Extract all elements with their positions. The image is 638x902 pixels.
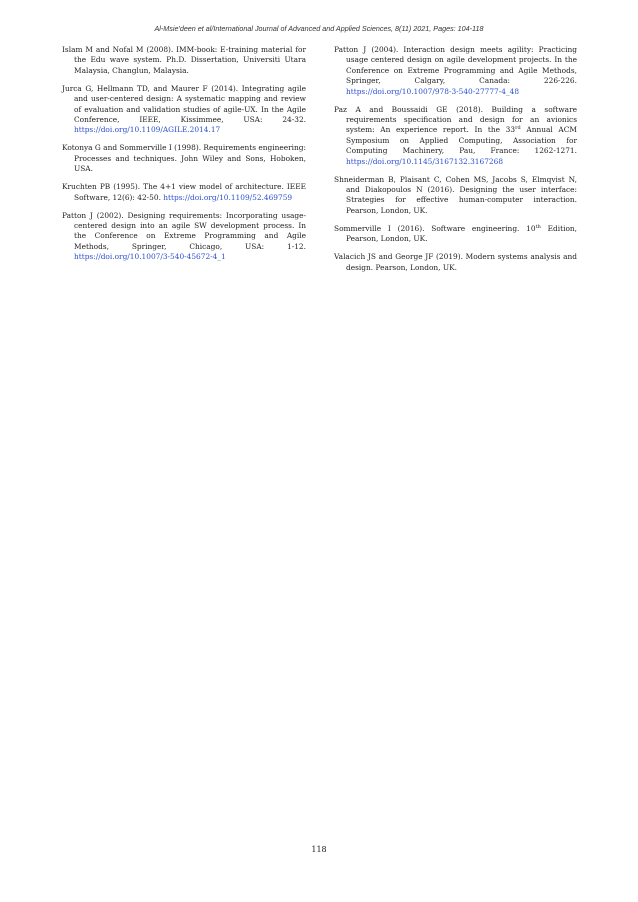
reference-text: Patton J (2002). Designing requirements: Incorporating usage-centered design into an agile SW development process. In the Conference on Extreme Programming and Agile Methods, Springer, Chicago, USA: 1-12. (62, 210, 306, 251)
reference-text: Edition, Pearson, London, UK. (346, 223, 577, 244)
reference-entry (62, 182, 306, 203)
page-number: 118 (311, 845, 327, 854)
reference-text: Shneiderman B, Plaisant C, Cohen MS, Jacobs S, Elmqvist N, and Diakopoulos N (2016). Designing the user interface: Strategies for effective human-computer interaction. Pearson, London, UK. (334, 174, 577, 215)
reference-entry (334, 45, 577, 97)
reference-entry (62, 45, 306, 76)
references-right-column (334, 45, 577, 281)
doi-link[interactable]: https://doi.org/10.1007/978-3-540-27777-4_48 (346, 86, 520, 96)
reference-text: Sommerville I (2016). Software engineering. 10 (334, 223, 536, 233)
reference-text: Valacich JS and George JF (2019). Modern systems analysis and design. Pearson, London, UK. (334, 252, 577, 272)
reference-entry (62, 84, 306, 136)
ordinal-superscript: th (535, 223, 541, 230)
reference-text: Islam M and Nofal M (2008). IMM-book: E-training material for the Edu wave system. Ph.D. Dissertation, Universiti Utara Malaysia, Changlun, Malaysia. (62, 45, 306, 75)
reference-text: Kruchten PB (1995). The 4+1 view model of architecture. IEEE Software, 12(6): 42-50. (62, 182, 306, 202)
reference-text: Patton J (2004). Interaction design meets agility: Practicing usage centered design on agile development projects. In the Conference on Extreme Programming and Agile Methods, Springer, Calgary, Canada: 226-226. (334, 45, 577, 86)
references-left-column (62, 45, 306, 270)
doi-link[interactable]: https://doi.org/10.1109/52.469759 (163, 192, 293, 202)
ordinal-superscript: rd (515, 125, 521, 132)
reference-entry (334, 252, 577, 273)
running-header: Al-Msie'deen et al/International Journal of Advanced and Applied Sciences, 8(11) 2021, Pages: 104-118 (154, 24, 484, 33)
reference-text: Paz A and Boussaidi GE (2018). Building a software requirements specification and design for an avionics system: An experience report. In the 33 (334, 104, 577, 135)
doi-link[interactable]: https://doi.org/10.1109/AGILE.2014.17 (74, 125, 221, 135)
reference-entry (334, 175, 577, 217)
reference-text: Kotonya G and Sommerville I (1998). Requirements engineering: Processes and techniques. John Wiley and Sons, Hoboken, USA. (62, 143, 306, 174)
doi-link[interactable]: https://doi.org/10.1145/3167132.3167268 (346, 156, 504, 166)
reference-entry (334, 224, 577, 245)
reference-text: Jurca G, Hellmann TD, and Maurer F (2014). Integrating agile and user-centered design: A systematic mapping and review of evaluation and validation studies of agile-UX. In the Agile Conference, IEEE, Kissimmee, USA: 24-32. (62, 83, 306, 125)
reference-entry (62, 143, 306, 174)
reference-text: Annual ACM Symposium on Applied Computing, Association for Computing Machinery, Pau, France: 1262-1271. (346, 125, 577, 156)
reference-entry (334, 105, 577, 167)
doi-link[interactable]: https://doi.org/10.1007/3-540-45672-4_1 (74, 252, 226, 262)
reference-entry (62, 211, 306, 263)
